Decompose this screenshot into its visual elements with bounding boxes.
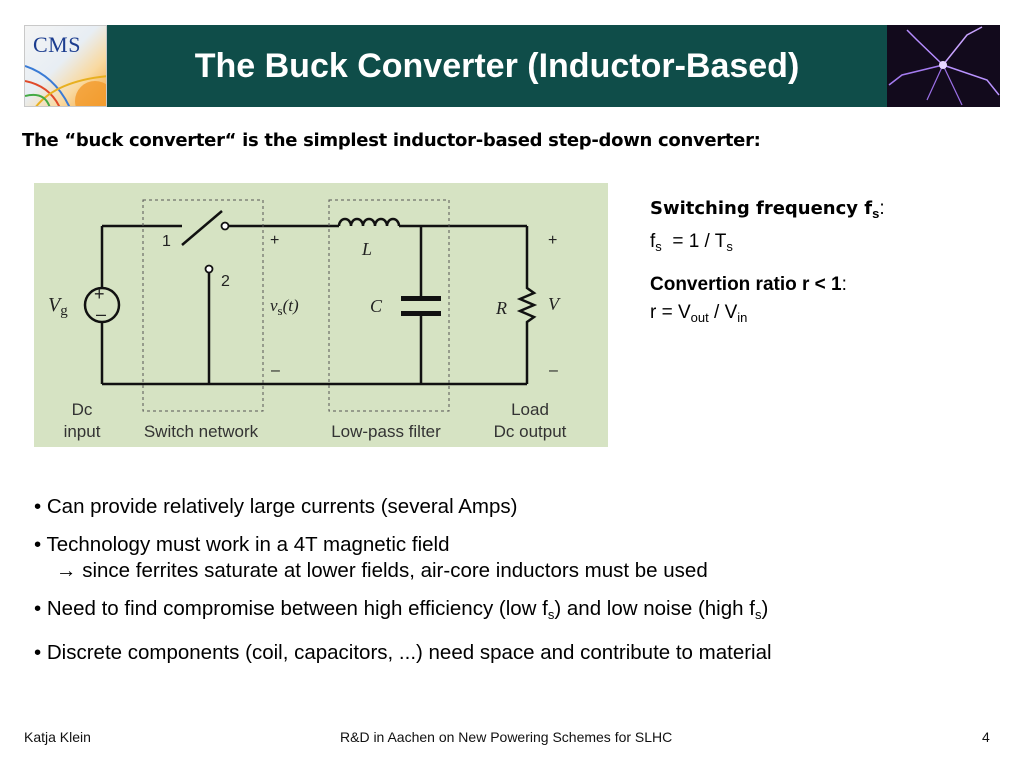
capacitor-label: C [370, 296, 383, 316]
inductor-coil [339, 219, 399, 226]
vs-label: v [270, 296, 278, 315]
conversion-ratio-heading [650, 271, 885, 299]
bullet-item: • Discrete components (coil, capacitors, ...) need space and contribute to material [34, 641, 772, 664]
conversion-ratio-colon: : [841, 274, 847, 295]
slide-title: The Buck Converter (Inductor-Based) [194, 46, 800, 85]
inductor-label: L [362, 239, 373, 259]
cms-logo [24, 25, 107, 107]
svg-text:vs(t) [270, 296, 299, 318]
svg-text:Vg [48, 294, 68, 319]
block-low-pass-filter: Low-pass filter [331, 422, 441, 441]
switch-position-2: 2 [221, 273, 230, 290]
title-bar [107, 25, 887, 107]
switch-blade [182, 211, 222, 245]
vs-label-sub: s [277, 303, 283, 318]
vs-plus: + [270, 232, 280, 249]
spark-graphic [887, 25, 1000, 107]
ratio-vin: / V [708, 302, 738, 323]
switching-frequency-colon: : [879, 198, 885, 219]
output-plus: + [548, 232, 558, 249]
source-minus: – [96, 304, 107, 324]
source-label-sub: g [60, 303, 68, 319]
block-dc-output: Dc output [493, 422, 567, 441]
ratio-in-sub: in [737, 310, 748, 325]
circuit-svg [34, 183, 608, 447]
block-dc-input-line2: input [63, 422, 101, 441]
block-load: Load [511, 400, 549, 419]
formula-t-sub: s [726, 239, 733, 254]
switch-contact-2 [206, 266, 213, 273]
switch-network-box [143, 200, 263, 411]
bullet-text: • Need to find compromise between high efficiency (low f [34, 597, 548, 620]
vs-minus: – [271, 362, 280, 379]
switching-frequency-heading [650, 195, 885, 228]
ratio-r-vout: r = V [650, 302, 691, 323]
output-minus: – [549, 362, 558, 379]
capacitor-plate-bottom [401, 311, 441, 316]
bullet-item: • Can provide relatively large currents (several Amps) [34, 495, 518, 518]
vs-label-arg: (t) [282, 296, 299, 315]
switching-frequency-sub: s [872, 206, 880, 221]
resistor-label: R [496, 298, 507, 318]
switching-frequency-label: Switching frequency f [650, 198, 873, 219]
cms-logo-text: CMS [33, 32, 81, 57]
output-voltage-label: V [548, 294, 559, 314]
capacitor-plate-top [401, 296, 441, 301]
bullet-text: ) and low noise (high f [554, 597, 755, 620]
bullet-sub: s [754, 607, 762, 622]
footer-talk-title: R&D in Aachen on New Powering Schemes for SLHC [340, 729, 673, 745]
intro-text: The “buck converter“ is the simplest inductor-based step-down converter: [22, 130, 761, 151]
footer-author: Katja Klein [24, 729, 91, 745]
conversion-ratio-label: Convertion ratio r < 1 [650, 274, 842, 295]
source-label: V [48, 294, 61, 316]
formula-block [650, 195, 885, 332]
footer-page-number: 4 [982, 729, 990, 745]
bullet-item [34, 590, 772, 634]
low-pass-filter-box [329, 200, 449, 411]
bullet-sub: s [547, 607, 555, 622]
switch-contact-1 [222, 223, 229, 230]
resistor-zigzag [520, 226, 534, 384]
bullet-item: • Technology must work in a 4T magnetic field [34, 533, 450, 556]
block-switch-network: Switch network [143, 422, 259, 441]
conversion-ratio-formula [650, 299, 885, 332]
formula-f: f [650, 231, 656, 252]
ratio-out-sub: out [690, 310, 709, 325]
bullet-text: ) [761, 597, 769, 620]
plasma-spark-image [887, 25, 1000, 107]
bullet-list [34, 488, 772, 672]
formula-equals-t: = 1 / T [661, 231, 727, 252]
switching-frequency-formula [650, 228, 885, 261]
switch-position-1: 1 [162, 233, 171, 250]
bullet-subitem: → since ferrites saturate at lower fields, air-core inductors must be used [56, 559, 708, 582]
source-plus: + [94, 284, 105, 304]
block-dc-input-line1: Dc [71, 400, 93, 419]
buck-circuit-diagram [34, 183, 608, 447]
formula-f-sub: s [655, 239, 662, 254]
